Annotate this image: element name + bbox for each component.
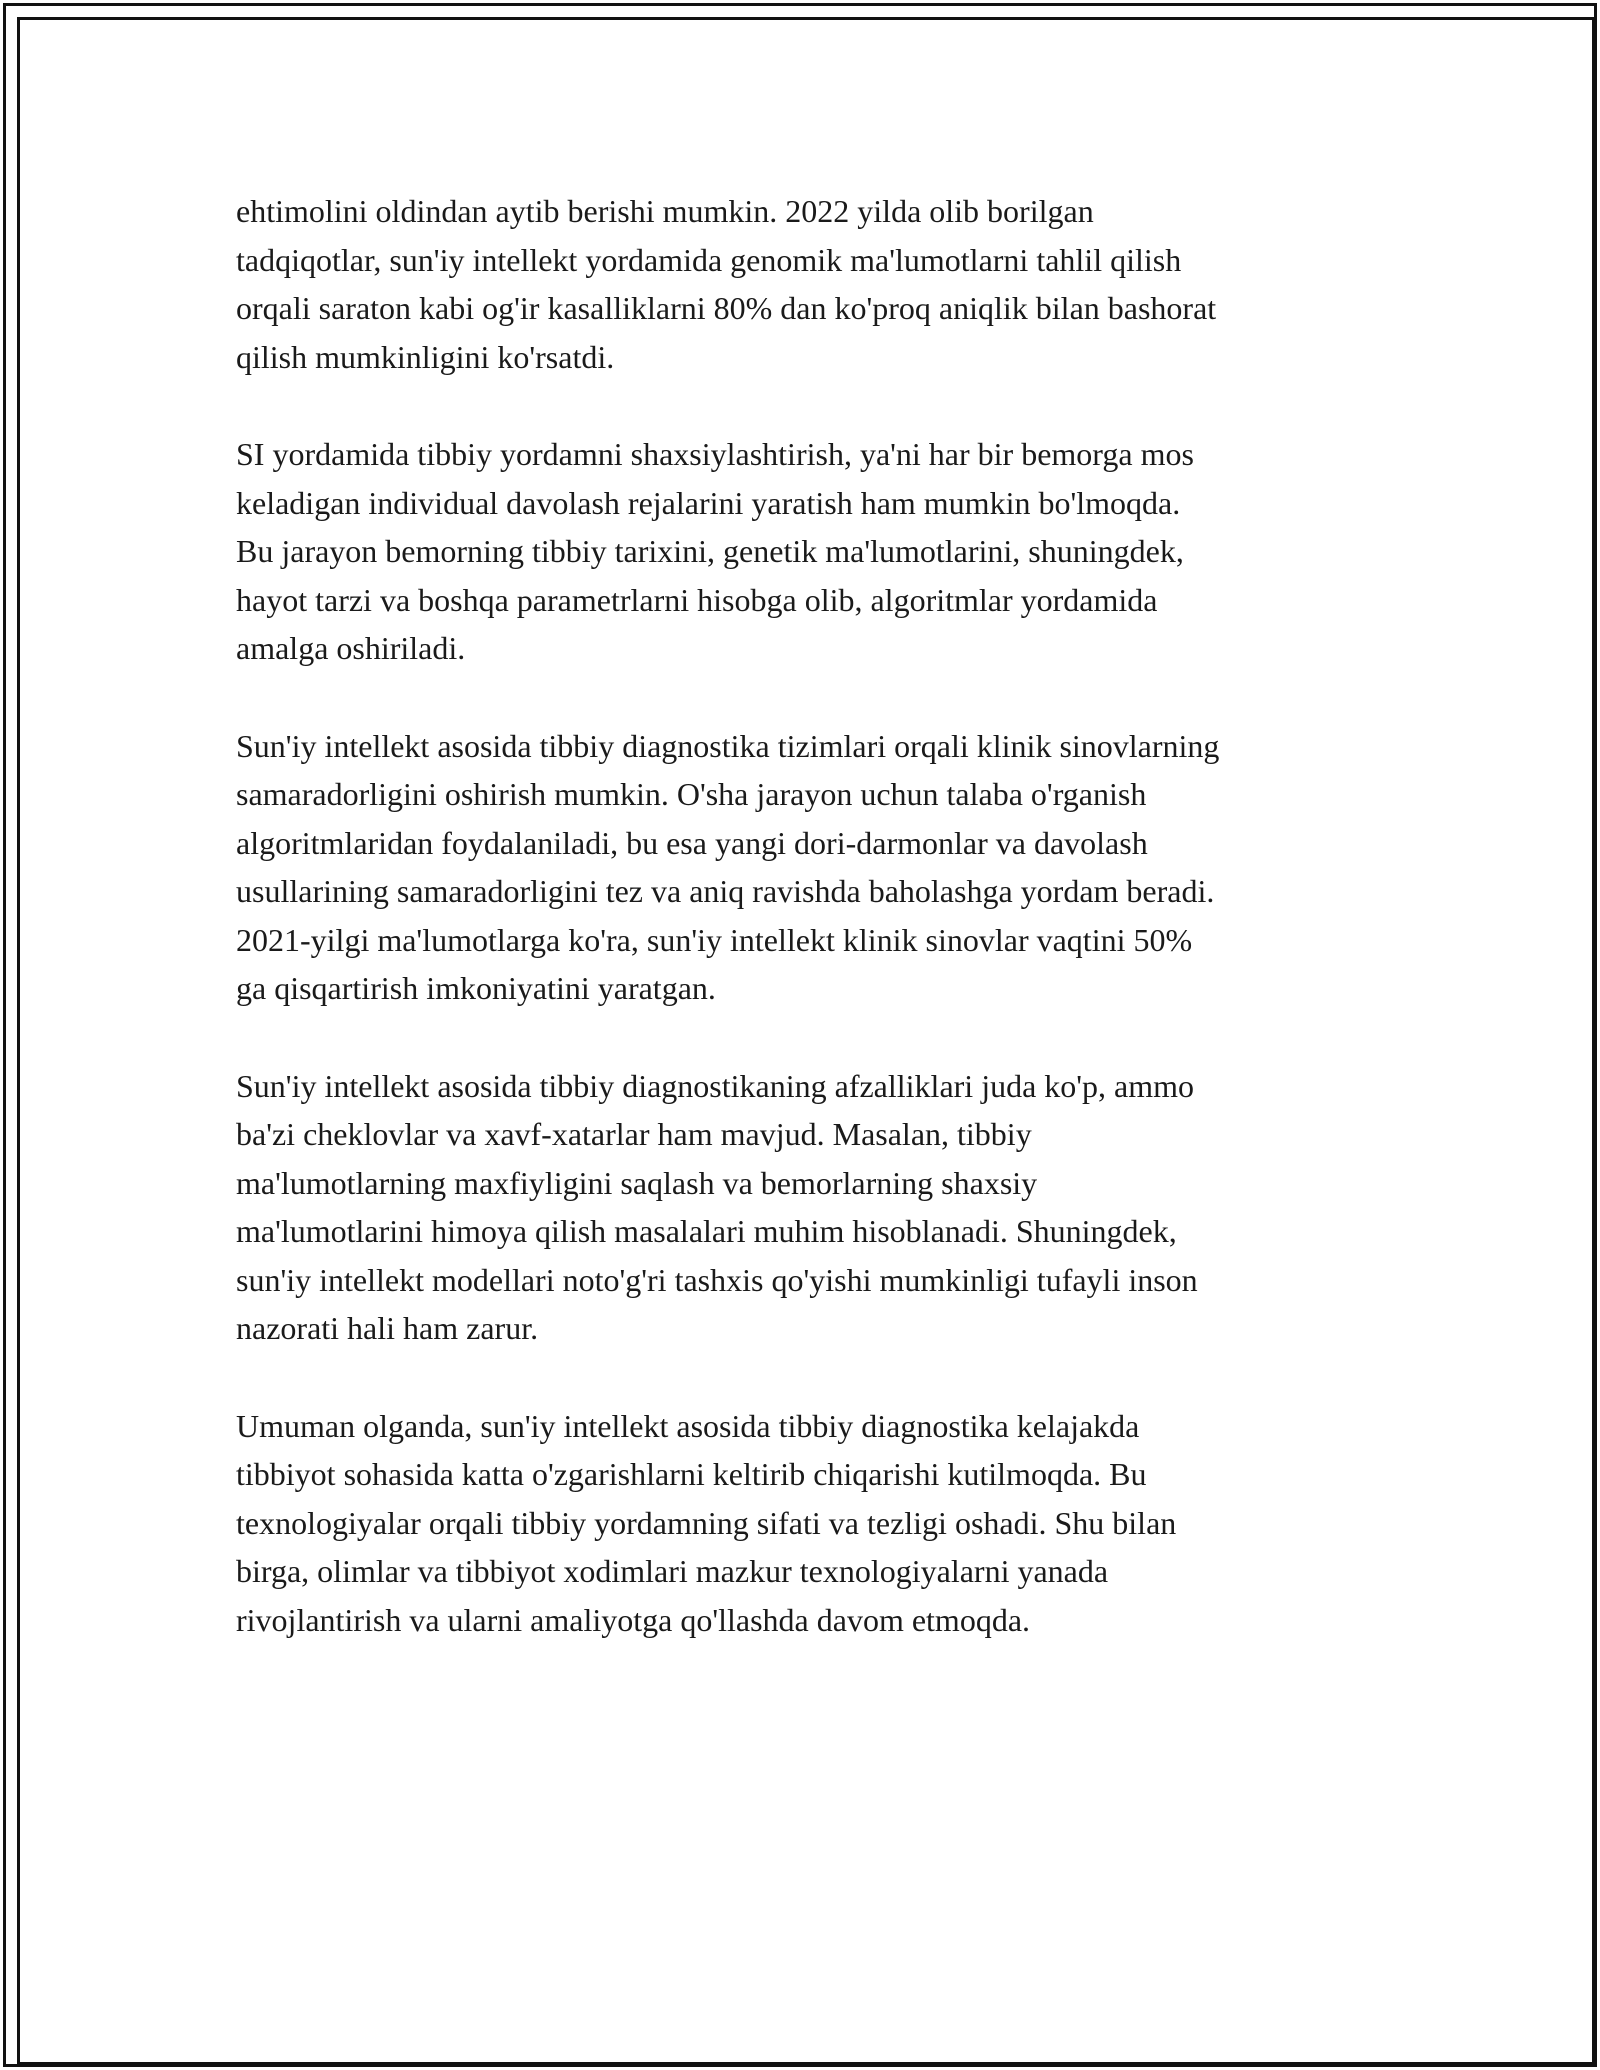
text-line: ba'zi cheklovlar va xavf-xatarlar ham mavjud. Masalan, tibbiy	[236, 1116, 1032, 1152]
text-line: algoritmlaridan foydalaniladi, bu esa yangi dori-darmonlar va davolash	[236, 824, 1148, 861]
text-line: 2021-yilgi ma'lumotlarga ko'ra, sun'iy intellekt klinik sinovlar vaqtini 50%	[236, 921, 1193, 958]
text-line: nazorati hali ham zarur.	[236, 1310, 539, 1346]
text-line: ehtimolini oldindan aytib berishi mumkin. 2022 yilda olib borilgan	[236, 193, 1094, 229]
text-line: usullarining samaradorligini tez va aniq ravishda baholashga yordam beradi.	[236, 873, 1215, 909]
text-line: samaradorligini oshirish mumkin. O'sha jarayon uchun talaba o'rganish	[236, 776, 1147, 812]
text-line: amalga oshiriladi.	[236, 630, 466, 666]
text-line: sun'iy intellekt modellari noto'g'ri tashxis qo'yishi mumkinligi tufayli inson	[236, 1261, 1198, 1298]
text-line: SI yordamida tibbiy yordamni shaxsiylashtirish, ya'ni har bir bemorga mos	[236, 436, 1194, 472]
text-line: Sun'iy intellekt asosida tibbiy diagnostikaning afzalliklari juda ko'p, ammo	[236, 1067, 1195, 1104]
text-line: rivojlantirish va ularni amaliyotga qo'llashda davom etmoqda.	[236, 1601, 1031, 1638]
paragraph-conclusion	[236, 1402, 1366, 1645]
text-line: ma'lumotlarning maxfiyligini saqlash va bemorlarning shaxsiy	[236, 1164, 1038, 1201]
text-line: ga qisqartirish imkoniyatini yaratgan.	[236, 970, 716, 1006]
text-line: Umuman olganda, sun'iy intellekt asosida tibbiy diagnostika kelajakda	[236, 1407, 1140, 1444]
text-line: qilish mumkinligini ko'rsatdi.	[236, 338, 615, 375]
text-line: keladigan individual davolash rejalarini yaratish ham mumkin bo'lmoqda.	[236, 484, 1181, 521]
document-body	[236, 187, 1366, 1693]
text-line: hayot tarzi va boshqa parametrlarni hisobga olib, algoritmlar yordamida	[236, 581, 1158, 618]
text-line: ma'lumotlarini himoya qilish masalalari muhim hisoblanadi. Shuningdek,	[236, 1213, 1177, 1249]
text-line: Sun'iy intellekt asosida tibbiy diagnostika tizimlari orqali klinik sinovlarning	[236, 727, 1220, 764]
paragraph-personalized-care	[236, 430, 1366, 673]
paragraph-clinical-trials	[236, 722, 1366, 1013]
paragraph-limitations	[236, 1062, 1366, 1353]
text-line: orqali saraton kabi og'ir kasalliklarni 80% dan ko'proq aniqlik bilan bashorat	[236, 290, 1217, 326]
paragraph-genomic-prediction	[236, 187, 1366, 381]
text-line: tibbiyot sohasida katta o'zgarishlarni keltirib chiqarishi kutilmoqda. Bu	[236, 1456, 1147, 1492]
text-line: tadqiqotlar, sun'iy intellekt yordamida genomik ma'lumotlarni tahlil qilish	[236, 241, 1182, 278]
text-line: texnologiyalar orqali tibbiy yordamning sifati va tezligi oshadi. Shu bilan	[236, 1504, 1177, 1541]
text-line: Bu jarayon bemorning tibbiy tarixini, genetik ma'lumotlarini, shuningdek,	[236, 533, 1184, 569]
text-line: birga, olimlar va tibbiyot xodimlari mazkur texnologiyalarni yanada	[236, 1553, 1109, 1589]
